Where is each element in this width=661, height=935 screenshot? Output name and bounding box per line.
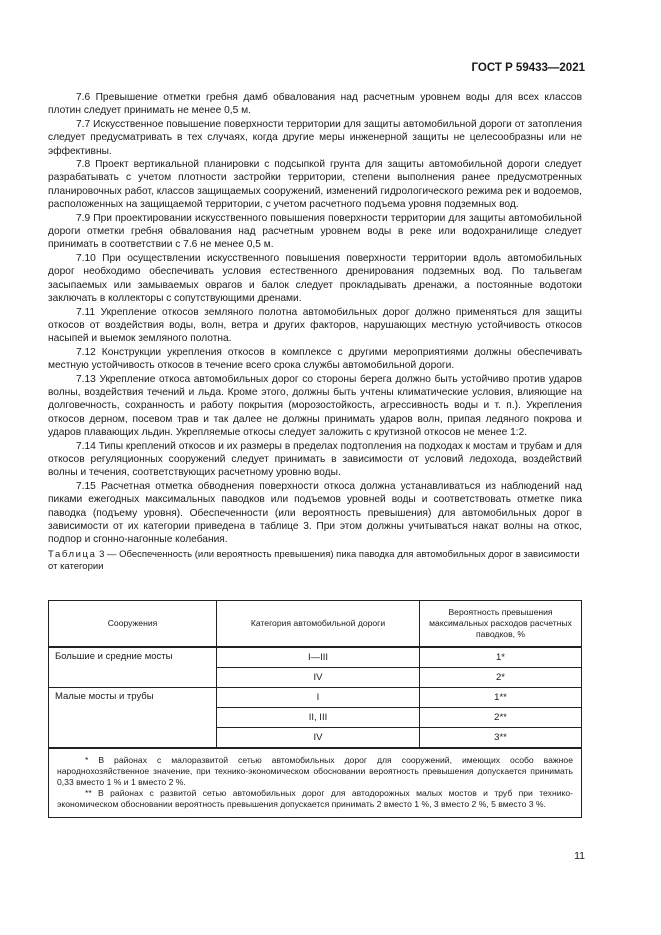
category-cell: I—III — [217, 647, 420, 668]
paragraph-7-8: 7.8 Проект вертикальной планировки с подсыпкой грунта для защиты автомобильной дороги следует разрабатывать с учетом плотности застройки территории, степени выполнения ранее предусмотренных планировочных работ, классов защищаемых сооружений, изменений гидрологического режима рек и водоемов, расположенных на защищаемой территории, с учетом расчетного подъема уровня подземных вод. — [48, 159, 582, 211]
category-cell: I — [217, 688, 420, 708]
paragraph-7-9: 7.9 При проектировании искусственного повышения поверхности территории для защиты автомобильной дороги отметки гребня обвалования над расчетным уровнем воды в реке или водохранилище следует принимать в соответствии с 7.6 не менее 0,5 м. — [48, 212, 582, 251]
table-row — [49, 647, 582, 668]
paragraph-7-12: 7.12 Конструкции укрепления откосов в комплексе с другими мероприятиями должны обеспечивать местную устойчивость откосов в течение всего срока службы автомобильной дороги. — [48, 346, 582, 372]
category-cell: II, III — [217, 708, 420, 728]
probability-cell: 1* — [420, 647, 582, 668]
probability-cell: 3** — [420, 728, 582, 749]
page-number: 11 — [574, 850, 585, 862]
probability-cell: 2** — [420, 708, 582, 728]
document-body — [48, 91, 582, 583]
probability-cell: 2* — [420, 668, 582, 688]
paragraph-7-7: 7.7 Искусственное повышение поверхности территории для защиты автомобильной дороги от затопления следует предусматривать в тех случаях, когда другие меры инженерной защиты не целесообразны или не эффективны. — [48, 118, 582, 157]
paragraph-7-13: 7.13 Укрепление откоса автомобильных дорог со стороны берега должно быть устойчиво против ударов волны, воздействия течений и льда. Кроме этого, должны быть учтены климатические условия, влияющие на долговечность, сохранность и работу покрытия (морозостойкость, агрессивность воды и т. п.). Укрепления откосов дерном, посевом трав и так далее не должны принимать ударов волн, припая ледяного покрова и ударов плавающих льдин. Укрепляемые откосы следует заложить с крутизной откосов не менее 1:2. — [48, 373, 582, 439]
standard-designation: ГОСТ Р 59433—2021 — [471, 62, 585, 74]
header-structures: Сооружения — [49, 601, 217, 648]
table-caption-label: Таблица — [48, 548, 97, 560]
table-note-single-asterisk: * В районах с малоразвитой сетью автомобильных дорог для сооружений, имеющих особо важное народнохозяйственное значение, при технико-экономическом обосновании вероятность превышения допускается принимать 0,33 вместо 1 % и 1 вместо 2 %. — [57, 755, 573, 787]
flood-probability-table — [48, 600, 582, 818]
table-caption-text: 3 — Обеспеченность (или вероятность превышения) пика паводка для автомобильных дорог в зависимости от категории — [48, 548, 580, 573]
paragraph-7-10: 7.10 При осуществлении искусственного повышения поверхности территории вдоль автомобильных дорог необходимо обеспечивать условия естественного дренирования подземных вод. По тальвегам засыпаемых или замываемых оврагов и балок следует прокладывать дренажи, а постоянные водотоки заключать в коллекторы с сопутствующими дренами. — [48, 252, 582, 305]
category-cell: IV — [217, 728, 420, 749]
paragraph-7-6: 7.6 Превышение отметки гребня дамб обвалования над расчетным уровнем воды для всех классов плотин следует принимать не менее 0,5 м. — [48, 92, 582, 117]
paragraph-7-14: 7.14 Типы креплений откосов и их размеры в пределах подтопления на подходах к мостам и трубам и для откосов регуляционных сооружений следует принимать в зависимости от условий ледохода, воздействий волны и течения, соответствующих расчетному уровню воды. — [48, 440, 582, 479]
category-cell: IV — [217, 668, 420, 688]
table-header-row — [49, 601, 582, 648]
probability-cell: 1** — [420, 688, 582, 708]
structure-cell: Малые мосты и трубы — [49, 688, 217, 749]
header-probability: Вероятность превышения максимальных расходов расчетных паводков, % — [420, 601, 582, 648]
header-road-category: Категория автомобильной дороги — [217, 601, 420, 648]
structure-cell: Большие и средние мосты — [49, 647, 217, 688]
table-note-double-asterisk: ** В районах с развитой сетью автомобильных дорог для автодорожных малых мостов и труб при технико-экономическом обосновании вероятность превышения допускается принимать 2 вместо 1 %, 3 вместо 2 %, 5 вместо 3 %. — [57, 788, 573, 809]
paragraph-7-11: 7.11 Укрепление откосов земляного полотна автомобильных дорог должно применяться для защиты откосов от воздействия воды, волн, ветра и других факторов, нарушающих местную устойчивость откосов насыпей и выемок земляного полотна. — [48, 306, 582, 345]
table-notes-row — [49, 748, 582, 818]
table-caption — [48, 549, 582, 574]
table-row — [49, 688, 582, 708]
table-notes — [49, 748, 582, 818]
paragraph-7-15: 7.15 Расчетная отметка обводнения поверхности откоса должна устанавливаться из наблюдений над пиками ежегодных максимальных паводков или подъемов уровней воды и соответствовать отметке пика паводка (подъему уровня). Обеспеченности (или вероятность превышения) для автомобильных дорог в зависимости от их категории приведена в таблице 3. При этом должны учитываться накат волны на откос, подпор и сгонно-нагонные колебания. — [48, 480, 582, 546]
